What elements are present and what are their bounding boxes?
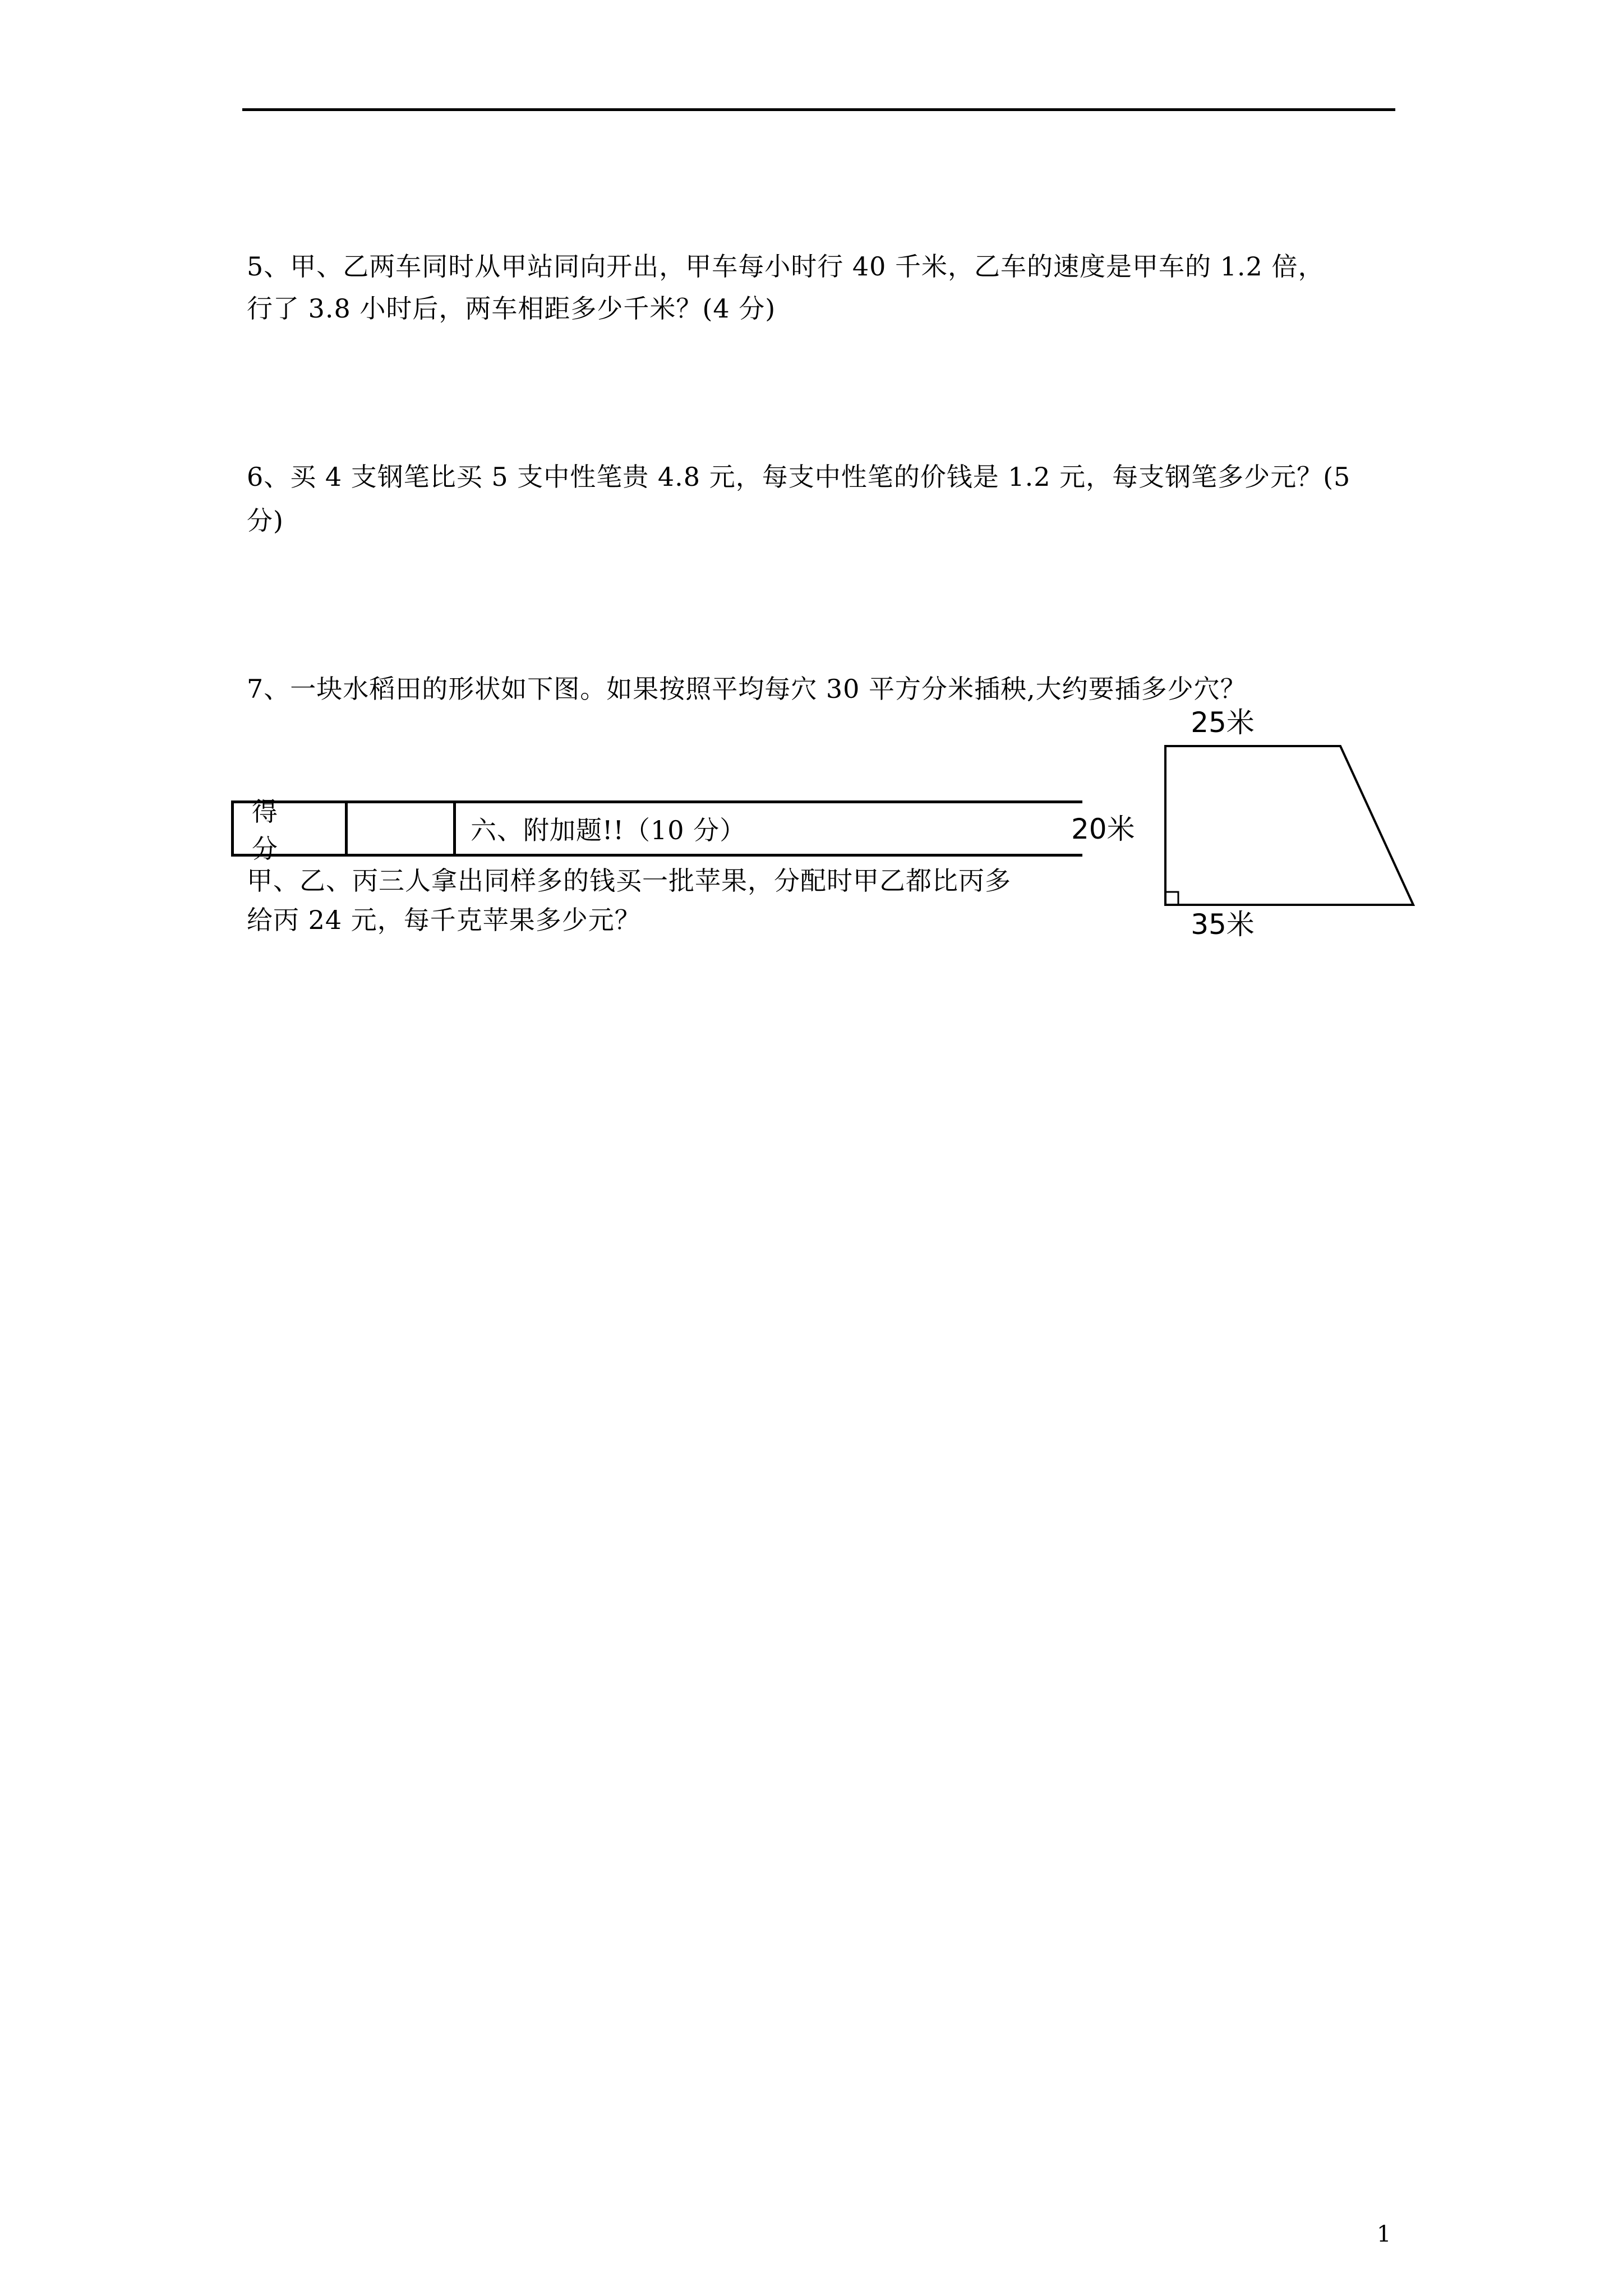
header-rule: [242, 108, 1395, 111]
bonus-line-1: 甲、乙、丙三人拿出同样多的钱买一批苹果，分配时甲乙都比丙多: [247, 866, 1011, 896]
question-5-line-2: 行了 3.8 小时后，两车相距多少千米？(4 分): [247, 293, 776, 324]
question-5-line-1: 5、甲、乙两车同时从甲站同向开出，甲车每小时行 40 千米，乙车的速度是甲车的 1.2 倍，: [247, 251, 1325, 282]
left-label: 20米: [1071, 813, 1135, 845]
score-value: [348, 803, 456, 854]
bonus-line-2: 给丙 24 元，每千克苹果多少元？: [247, 905, 641, 935]
question-6-line-2: 分): [247, 505, 284, 536]
right-angle-mark: [1165, 892, 1178, 905]
trapezoid-diagram: [1071, 704, 1419, 951]
question-6-line-1: 6、买 4 支钢笔比买 5 支中性笔贵 4.8 元，每支中性笔的价钱是 1.2 元，每支钢笔多少元？(5: [247, 462, 1351, 492]
trapezoid-shape: [1165, 746, 1413, 905]
score-table: [231, 797, 1082, 864]
page-number: 1: [1377, 2221, 1391, 2247]
score-label: 得 分: [234, 803, 348, 854]
question-7-line-1: 7、一块水稻田的形状如下图。如果按照平均每穴 30 平方分米插秧,大约要插多少穴？: [247, 674, 1247, 704]
bottom-label: 35米: [1191, 908, 1255, 941]
section-title: 六、附加题!!（10 分）: [471, 815, 746, 845]
top-label: 25米: [1191, 706, 1255, 739]
